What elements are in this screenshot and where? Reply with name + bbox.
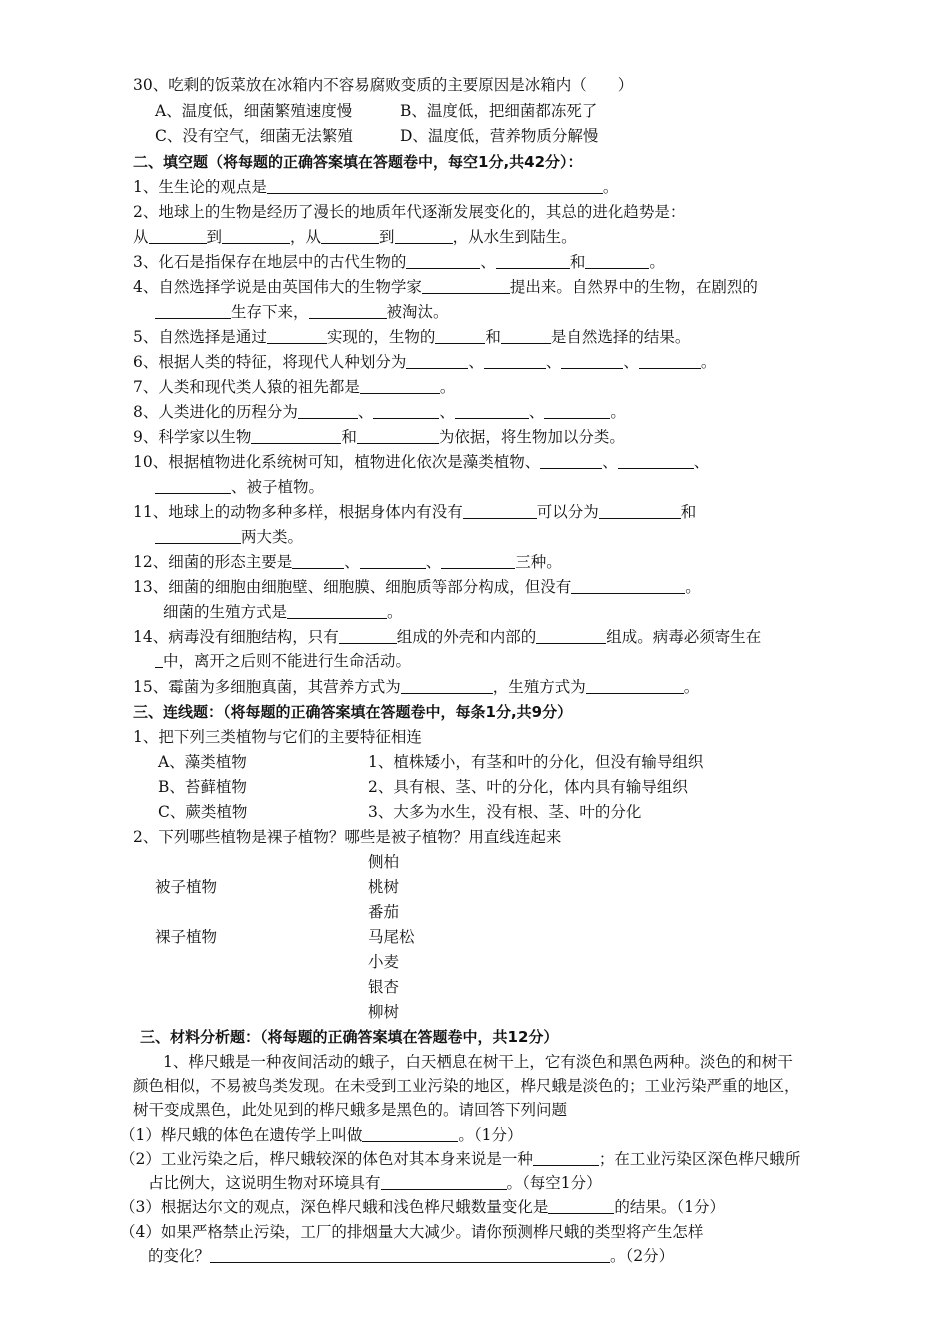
fill-q13-line1: 13、细菌的细胞由细胞壁、细胞膜、细胞质等部分构成，但没有 。: [133, 578, 701, 596]
fill-q9: 9、科学家以生物 和 为依据，将生物加以分类。: [133, 428, 625, 446]
q30-option-c: C、没有空气，细菌无法繁殖: [155, 127, 353, 145]
fill-q11-line1: 11、地球上的动物多种多样，根据身体内有没有 可以分为 和: [133, 503, 697, 521]
material-sub-q4-line1: （4）如果严格禁止污染，工厂的排烟量大大减少。请你预测桦尺蛾的类型将产生怎样: [120, 1223, 704, 1241]
material-sub-q4-line2: 的变化？ 。（2分）: [148, 1247, 675, 1265]
material-section-header: 三、材料分析题：（将每题的正确答案填在答题卷中，共12分）: [140, 1028, 559, 1046]
match-q2-stem: 2、下列哪些植物是裸子植物？哪些是被子植物？用直线连起来: [133, 828, 562, 846]
fill-section-header: 二、填空题（将每题的正确答案填在答题卷中，每空1分,共42分）：: [133, 153, 583, 171]
fill-q14-line1: 14、病毒没有细胞结构，只有 组成的外壳和内部的 组成。病毒必须寄生在: [133, 628, 762, 646]
fill-q15: 15、霉菌为多细胞真菌，其营养方式为 ，生殖方式为 。: [133, 678, 700, 696]
group-angiosperm: 被子植物: [155, 878, 218, 896]
plant-item: 马尾松: [368, 928, 415, 946]
q30-stem: 30、吃剩的饭菜放在冰箱内不容易腐败变质的主要原因是冰箱内（ ）: [133, 76, 634, 94]
material-paragraph-line3: 树干变成黑色，此处见到的桦尺蛾多是黑色的。请回答下列问题: [133, 1101, 568, 1119]
fill-q6: 6、根据人类的特征，将现代人种划分为 、 、 、 。: [133, 353, 717, 371]
q30-option-b: B、温度低，把细菌都冻死了: [400, 102, 598, 120]
match-section-header: 三、连线题：（将每题的正确答案填在答题卷中，每条1分,共9分）: [133, 703, 573, 721]
fill-q13-line2: 细菌的生殖方式是 。: [163, 603, 403, 621]
match-q1-stem: 1、把下列三类植物与它们的主要特征相连: [133, 728, 422, 746]
fill-q14-line2: 中，离开之后则不能进行生命活动。: [155, 650, 411, 672]
fill-q12: 12、细菌的形态主要是 、 、 三种。: [133, 553, 562, 571]
plant-item: 侧柏: [368, 853, 400, 871]
plant-item: 柳树: [368, 1003, 400, 1021]
fill-q5: 5、自然选择是通过 实现的，生物的 和 是自然选择的结果。: [133, 328, 691, 346]
material-sub-q2-line1: （2）工业污染之后，桦尺蛾较深的体色对其本身来说是一种 ；在工业污染区深色桦尺蛾所: [120, 1150, 801, 1168]
q30-option-a: A、温度低，细菌繁殖速度慢: [155, 102, 353, 120]
q30-option-d: D、温度低，营养物质分解慢: [400, 127, 599, 145]
fill-q4-line2: 生存下来， 被淘汰。: [155, 301, 449, 323]
material-sub-q3: （3）根据达尔文的观点，深色桦尺蛾和浅色桦尺蛾数量变化是 的结果。（1分）: [120, 1198, 725, 1216]
fill-q1: 1、生生论的观点是 。: [133, 178, 619, 196]
match-left-a: A、藻类植物: [158, 753, 247, 771]
match-right-3: 3、大多为水生，没有根、茎、叶的分化: [368, 803, 642, 821]
material-paragraph-line1: 1、桦尺蛾是一种夜间活动的蛾子，白天栖息在树干上，它有淡色和黑色两种。淡色的和树干: [163, 1053, 793, 1071]
fill-q11-line2: 两大类。: [155, 526, 303, 548]
material-paragraph-line2: 颜色相似，不易被鸟类发现。在未受到工业污染的地区，桦尺蛾是淡色的；工业污染严重的地区，: [133, 1077, 800, 1095]
material-sub-q1: （1）桦尺蛾的体色在遗传学上叫做 。（1分）: [120, 1126, 523, 1144]
fill-q10-line2: 、被子植物。: [155, 476, 324, 498]
group-gymnosperm: 裸子植物: [155, 928, 218, 946]
fill-q4-line1: 4、自然选择学说是由英国伟大的生物学家 提出来。自然界中的生物，在剧烈的: [133, 278, 758, 296]
fill-q7: 7、人类和现代类人猿的祖先都是 。: [133, 378, 456, 396]
plant-item: 桃树: [368, 878, 400, 896]
fill-q2-line2: 从 到 ，从 到 ，从水生到陆生。: [133, 228, 577, 246]
fill-q10-line1: 10、根据植物进化系统树可知，植物进化依次是藻类植物、 、 、: [133, 453, 710, 471]
match-right-2: 2、具有根、茎、叶的分化，体内具有输导组织: [368, 778, 688, 796]
match-left-c: C、蕨类植物: [158, 803, 248, 821]
fill-q8: 8、人类进化的历程分为 、 、 、 。: [133, 403, 626, 421]
match-left-b: B、苔藓植物: [158, 778, 247, 796]
material-sub-q2-line2: 占比例大，这说明生物对环境具有 。（每空1分）: [148, 1174, 602, 1192]
plant-item: 小麦: [368, 953, 400, 971]
plant-item: 银杏: [368, 978, 400, 996]
match-right-1: 1、植株矮小，有茎和叶的分化，但没有输导组织: [368, 753, 704, 771]
plant-item: 番茄: [368, 903, 400, 921]
fill-q2-line1: 2、地球上的生物是经历了漫长的地质年代逐渐发展变化的，其总的进化趋势是：: [133, 203, 686, 221]
fill-q3: 3、化石是指保存在地层中的古代生物的 、 和 。: [133, 253, 665, 271]
